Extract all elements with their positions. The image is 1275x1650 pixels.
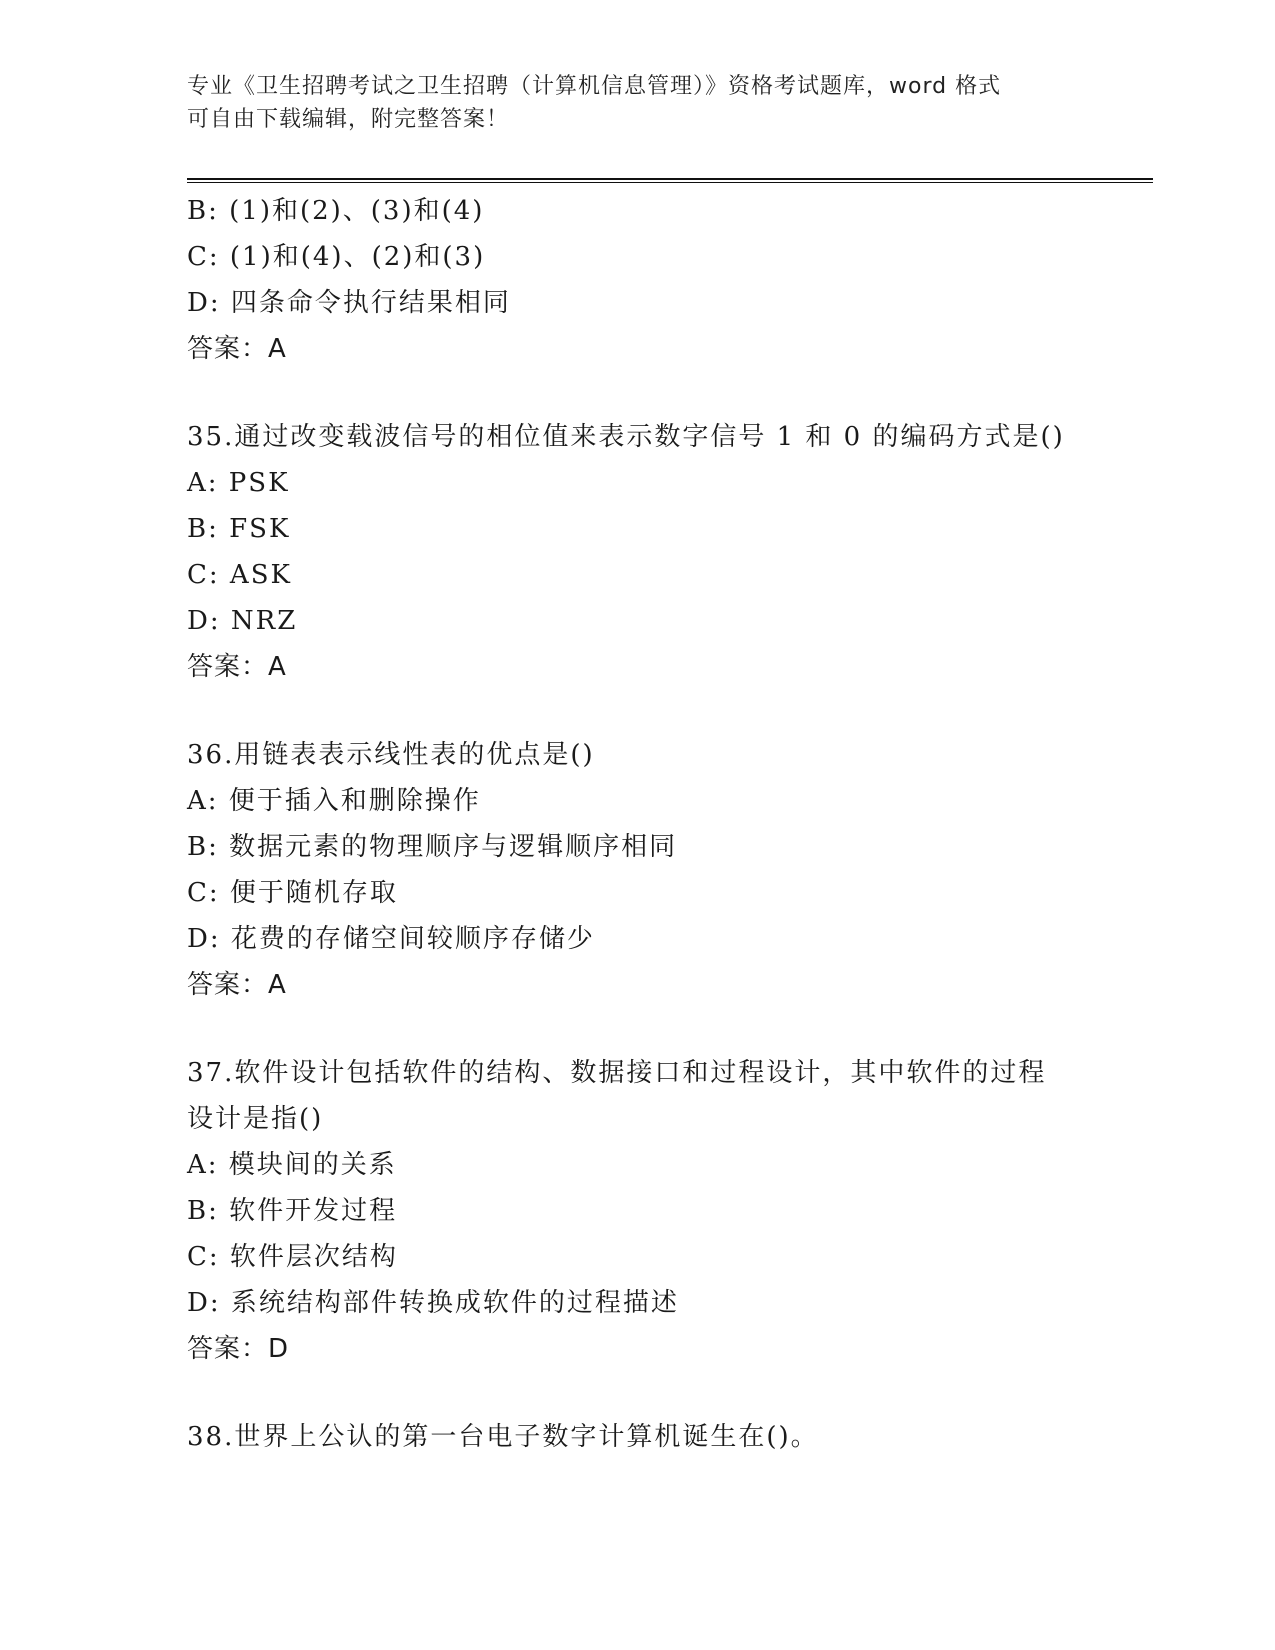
option-b: B: FSK <box>187 514 291 544</box>
option-d: D: 花费的存储空间较顺序存储少 <box>187 924 595 954</box>
question-37 <box>187 1050 1147 1372</box>
header-line-1: 专业《卫生招聘考试之卫生招聘（计算机信息管理）》资格考试题库，word 格式 <box>187 74 1002 99</box>
question-list <box>187 188 1147 1460</box>
answer-label: 答案：A <box>187 970 287 1000</box>
option-b: B: (1)和(2)、(3)和(4) <box>187 196 485 226</box>
option-c: C: (1)和(4)、(2)和(3) <box>187 242 486 272</box>
question-text: 35.通过改变载波信号的相位值来表示数字信号 1 和 0 的编码方式是() <box>187 422 1065 452</box>
header-divider-thick <box>187 178 1153 180</box>
answer-label: 答案：A <box>187 652 287 682</box>
option-b: B: 软件开发过程 <box>187 1196 398 1226</box>
option-b: B: 数据元素的物理顺序与逻辑顺序相同 <box>187 832 678 862</box>
document-header <box>187 70 1087 136</box>
option-a: A: PSK <box>187 468 290 498</box>
header-divider-thin <box>187 182 1153 183</box>
option-d: D: 四条命令执行结果相同 <box>187 288 511 318</box>
question-text-line-1: 37.软件设计包括软件的结构、数据接口和过程设计，其中软件的过程 <box>187 1058 1047 1088</box>
question-38 <box>187 1414 1147 1460</box>
answer-label: 答案：A <box>187 334 287 364</box>
question-36 <box>187 732 1147 1008</box>
question-34 <box>187 188 1147 372</box>
option-d: D: 系统结构部件转换成软件的过程描述 <box>187 1288 679 1318</box>
option-a: A: 便于插入和删除操作 <box>187 786 481 816</box>
question-text: 36.用链表表示线性表的优点是() <box>187 740 595 770</box>
option-c: C: ASK <box>187 560 292 590</box>
header-line-2: 可自由下载编辑，附完整答案！ <box>187 107 510 132</box>
question-text-line-2: 设计是指() <box>187 1104 324 1134</box>
option-d: D: NRZ <box>187 606 298 636</box>
question-35 <box>187 414 1147 690</box>
option-c: C: 软件层次结构 <box>187 1242 398 1272</box>
option-a: A: 模块间的关系 <box>187 1150 397 1180</box>
option-c: C: 便于随机存取 <box>187 878 398 908</box>
question-text: 38.世界上公认的第一台电子数字计算机诞生在()。 <box>187 1422 819 1452</box>
answer-label: 答案：D <box>187 1334 290 1364</box>
